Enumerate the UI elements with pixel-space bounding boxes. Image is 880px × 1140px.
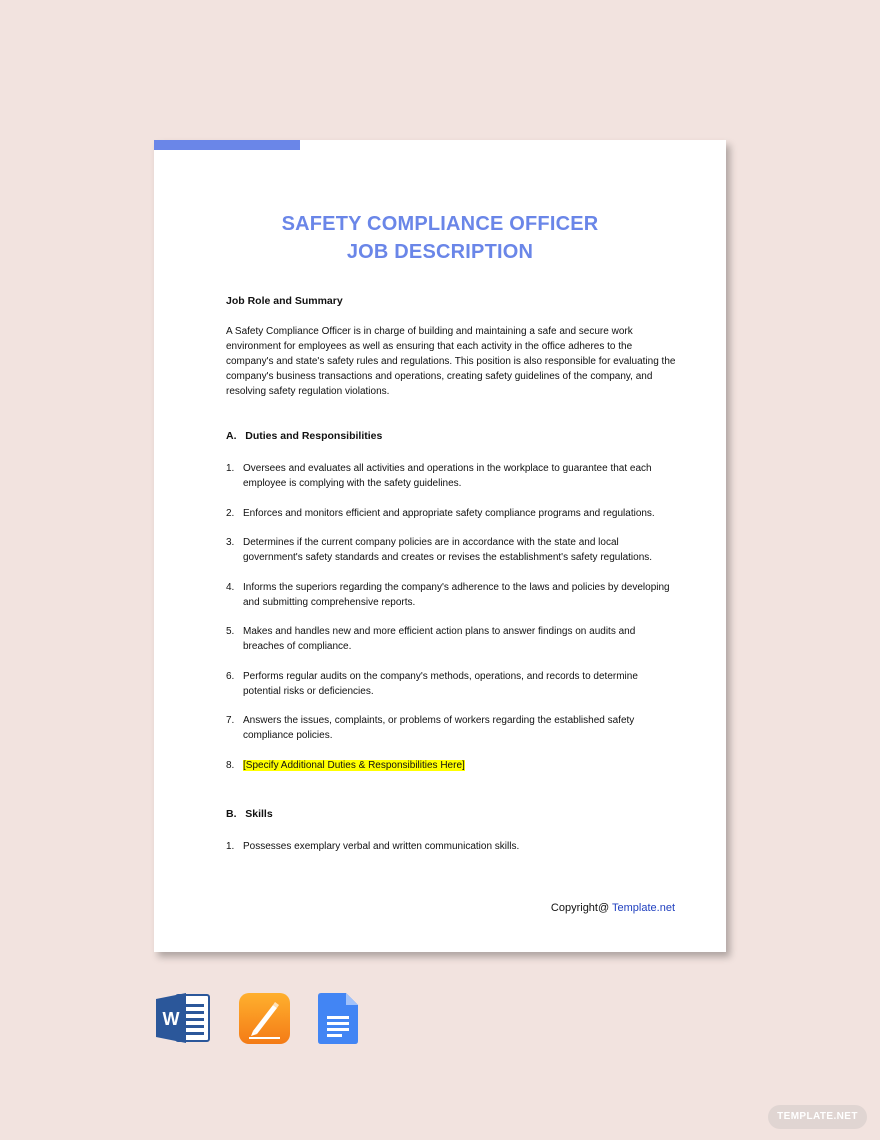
list-item xyxy=(226,461,676,491)
item-text: Answers the issues, complaints, or problems of workers regarding the established safety compliance policies. xyxy=(243,715,635,741)
item-text: Makes and handles new and more efficient action plans to answer findings on audits and breaches of compliance. xyxy=(243,626,636,652)
list-item xyxy=(226,669,676,699)
list-item xyxy=(226,758,676,773)
copyright-line xyxy=(551,902,675,914)
list-item xyxy=(226,839,676,854)
item-number: 5. xyxy=(226,626,235,637)
item-text: Performs regular audits on the company's methods, operations, and records to determine potential risks or deficiencies. xyxy=(243,670,638,697)
document-body xyxy=(226,294,676,854)
list-item xyxy=(226,624,676,654)
item-number: 8. xyxy=(226,759,235,771)
skills-heading: B. Skills xyxy=(226,807,273,820)
template-link[interactable]: Template.net xyxy=(612,902,675,914)
summary-heading: Job Role and Summary xyxy=(226,295,343,307)
item-number: 6. xyxy=(226,670,235,682)
duties-list xyxy=(226,461,676,773)
title-line-1: SAFETY COMPLIANCE OFFICER xyxy=(281,213,599,235)
template-watermark: TEMPLATE.NET xyxy=(768,1105,867,1129)
word-icon[interactable] xyxy=(156,993,210,1043)
pages-icon[interactable] xyxy=(239,993,290,1044)
item-text: Enforces and monitors efficient and appropriate safety compliance programs and regulations. xyxy=(243,507,655,519)
document-title xyxy=(154,210,726,266)
item-text: Oversees and evaluates all activities and operations in the workplace to guarantee that each employee is complying with the safety guidelines. xyxy=(243,463,652,489)
item-number: 7. xyxy=(226,715,235,726)
copyright-label: Copyright@ xyxy=(550,902,610,914)
placeholder-highlight: [Specify Additional Duties & Responsibilities Here] xyxy=(243,759,465,771)
item-number: 3. xyxy=(226,537,235,548)
item-number: 4. xyxy=(226,581,235,593)
item-text: Determines if the current company policies are in accordance with the state and local government's safety standards and creates or revises the establishment's safety regulations. xyxy=(243,537,653,563)
item-number: 1. xyxy=(226,840,235,852)
list-item xyxy=(226,580,676,610)
accent-bar xyxy=(154,140,300,150)
item-text: Possesses exemplary verbal and written communication skills. xyxy=(243,840,520,852)
duties-heading: A. Duties and Responsibilities xyxy=(226,430,383,442)
list-item xyxy=(226,535,676,565)
svg-text:W: W xyxy=(162,1009,180,1029)
list-item xyxy=(226,506,676,521)
title-line-2: JOB DESCRIPTION xyxy=(346,241,534,263)
item-number: 1. xyxy=(226,463,235,474)
item-number: 2. xyxy=(226,507,235,519)
skills-list xyxy=(226,839,676,854)
item-text: Informs the superiors regarding the company's adherence to the laws and policies by developing and submitting comprehensive reports. xyxy=(243,581,670,608)
list-item xyxy=(226,713,676,743)
summary-paragraph: A Safety Compliance Officer is in charge of building and maintaining a safe and secure work environment for employees as well as ensuring that each activity in the office adheres to the company's and state's safety rules and regulations. This position is also responsible for evaluating the company's business transactions and operations, creating safety guidelines of the company, and resolving safety regulation violations. xyxy=(226,326,676,397)
google-docs-icon[interactable] xyxy=(318,993,358,1044)
document-page xyxy=(154,140,726,952)
